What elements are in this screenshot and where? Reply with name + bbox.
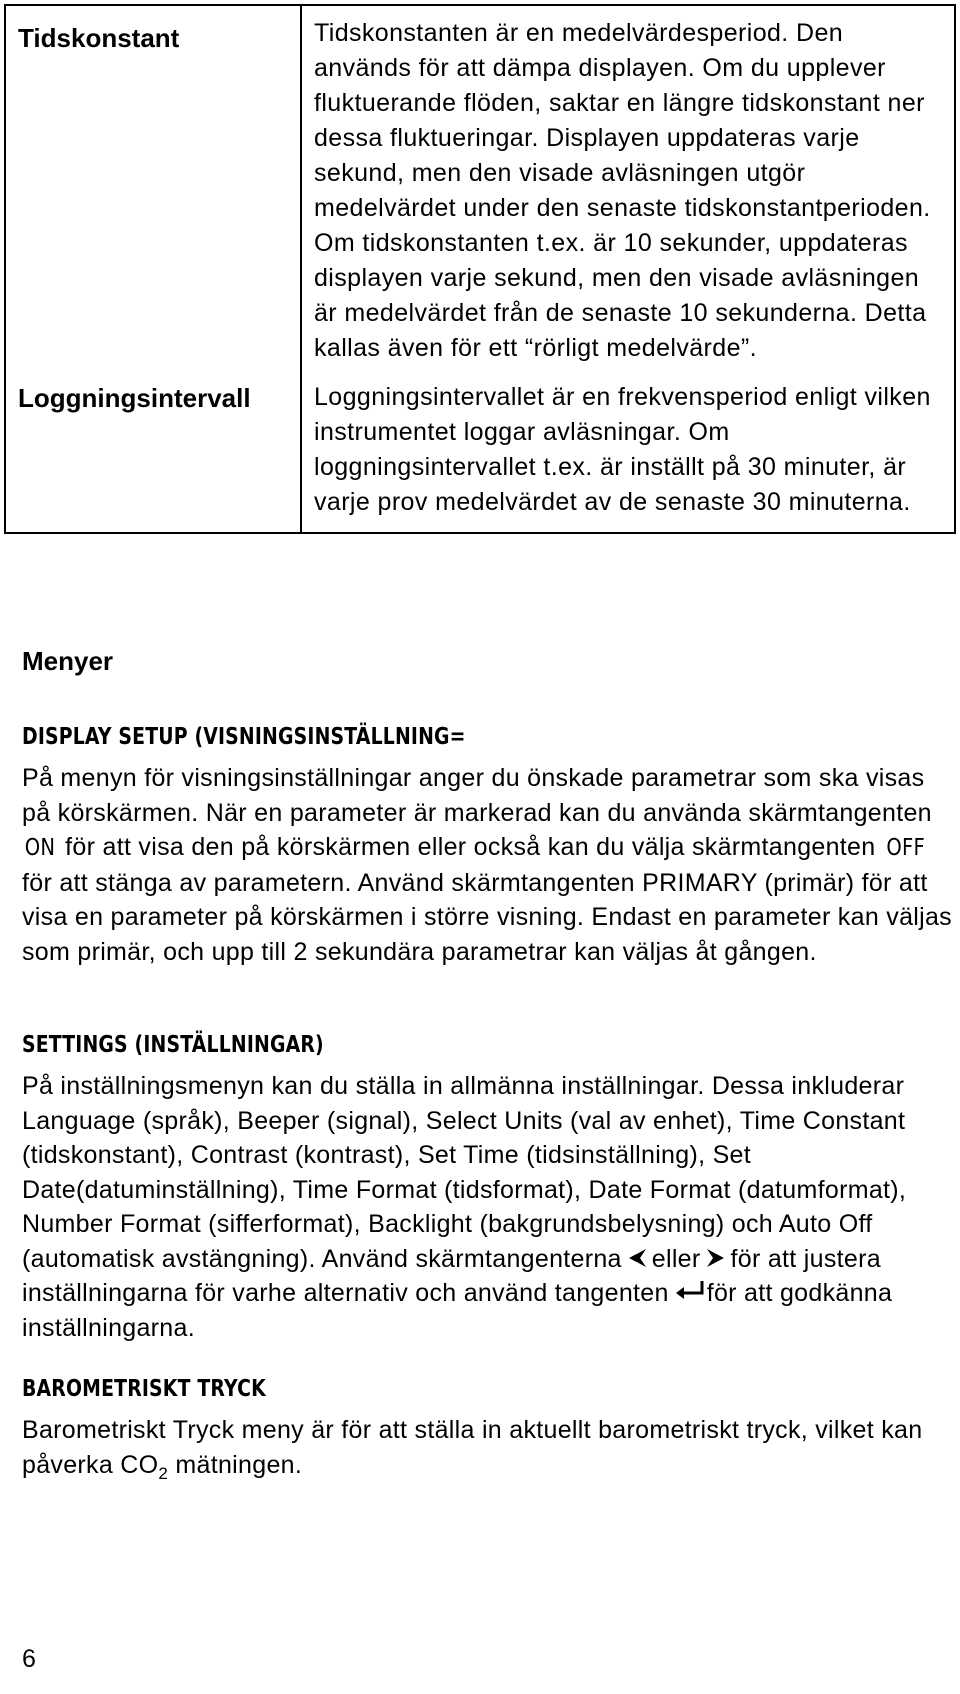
barometric-heading: BAROMETRISKT TRYCK [22,1376,266,1402]
left-arrow-icon [626,1245,648,1269]
settings-text: eller [651,1244,701,1273]
section-title: Menyer [22,646,114,676]
definition-row [5,380,955,533]
co2-subscript: 2 [158,1463,169,1483]
barometric-text: mätningen. [168,1450,303,1479]
definition-row [5,5,955,380]
page-number: 6 [22,1645,36,1673]
enter-return-icon [675,1276,705,1298]
barometric-paragraph [22,1413,952,1491]
settings-paragraph [22,1069,952,1345]
display-setup-text: för att stänga av parametern. Använd skärmtangenten PRIMARY (primär) för att visa en parameter på körskärmen i större visning. Endast en parameter kan väljas som primär, och upp till 2 sekundära parametrar kan väljas åt gången. [22,868,952,966]
settings-heading: SETTINGS (INSTÄLLNINGAR) [22,1032,324,1058]
on-key-label: ON [24,835,56,861]
settings-text: för att godkänna inställningarna. [22,1279,893,1342]
settings-text: På inställningsmenyn kan du ställa in allmänna inställningar. Dessa inkluderar Language (språk), Beeper (signal), Select Units (val av enhet), Time Constant (tidskonstant), Contrast (kontrast), Set Time (tidsinställning), Set Date(datuminställning), Time Format (tidsformat), Date Format (datumformat), Number Format (sifferformat), Backlight (bakgrundsbelysning) och Auto Off (automatisk avstängning). Använd skärmtangenterna [22,1072,907,1273]
settings-text: för att justera inställningarna för varhe alternativ och använd tangenten [22,1244,881,1307]
definition-term: Tidskonstant [5,5,301,380]
definition-term: Loggningsintervall [5,380,301,533]
definition-description: Loggningsintervallet är en frekvensperiod enligt vilken instrumentet loggar avläsningar. Om loggningsintervallet t.ex. är inställt på 30 minuter, är varje prov medelvärdet av de senaste 30 minuterna. [301,380,955,533]
right-arrow-icon [705,1245,727,1269]
definitions-table [4,4,956,534]
off-key-label: OFF [886,835,925,861]
display-setup-text: för att visa den på körskärmen eller också kan du välja skärmtangenten [57,833,883,861]
display-setup-text: På menyn för visningsinställningar anger du önskade parametrar som ska visas på körskärmen. När en parameter är markerad kan du använda skärmtangenten [22,764,932,827]
display-setup-paragraph [22,761,952,969]
barometric-text: Barometriskt Tryck meny är för att ställa in aktuellt barometriskt tryck, vilket kan påverka CO [22,1416,923,1479]
definition-description: Tidskonstanten är en medelvärdesperiod. Den används för att dämpa displayen. Om du upplever fluktuerande flöden, saktar en längre tidskonstant ner dessa fluktueringar. Displayen uppdateras varje sekund, men den visade avläsningen utgör medelvärdet under den senaste tidskonstantperioden. Om tidskonstanten t.ex. är 10 sekunder, uppdateras displayen varje sekund, men den visade avläsningen är medelvärdet från de senaste 10 sekunderna. Detta kallas även för ett “rörligt medelvärde”. [301,5,955,380]
display-setup-heading: DISPLAY SETUP (VISNINGSINSTÄLLNING= [22,724,466,750]
